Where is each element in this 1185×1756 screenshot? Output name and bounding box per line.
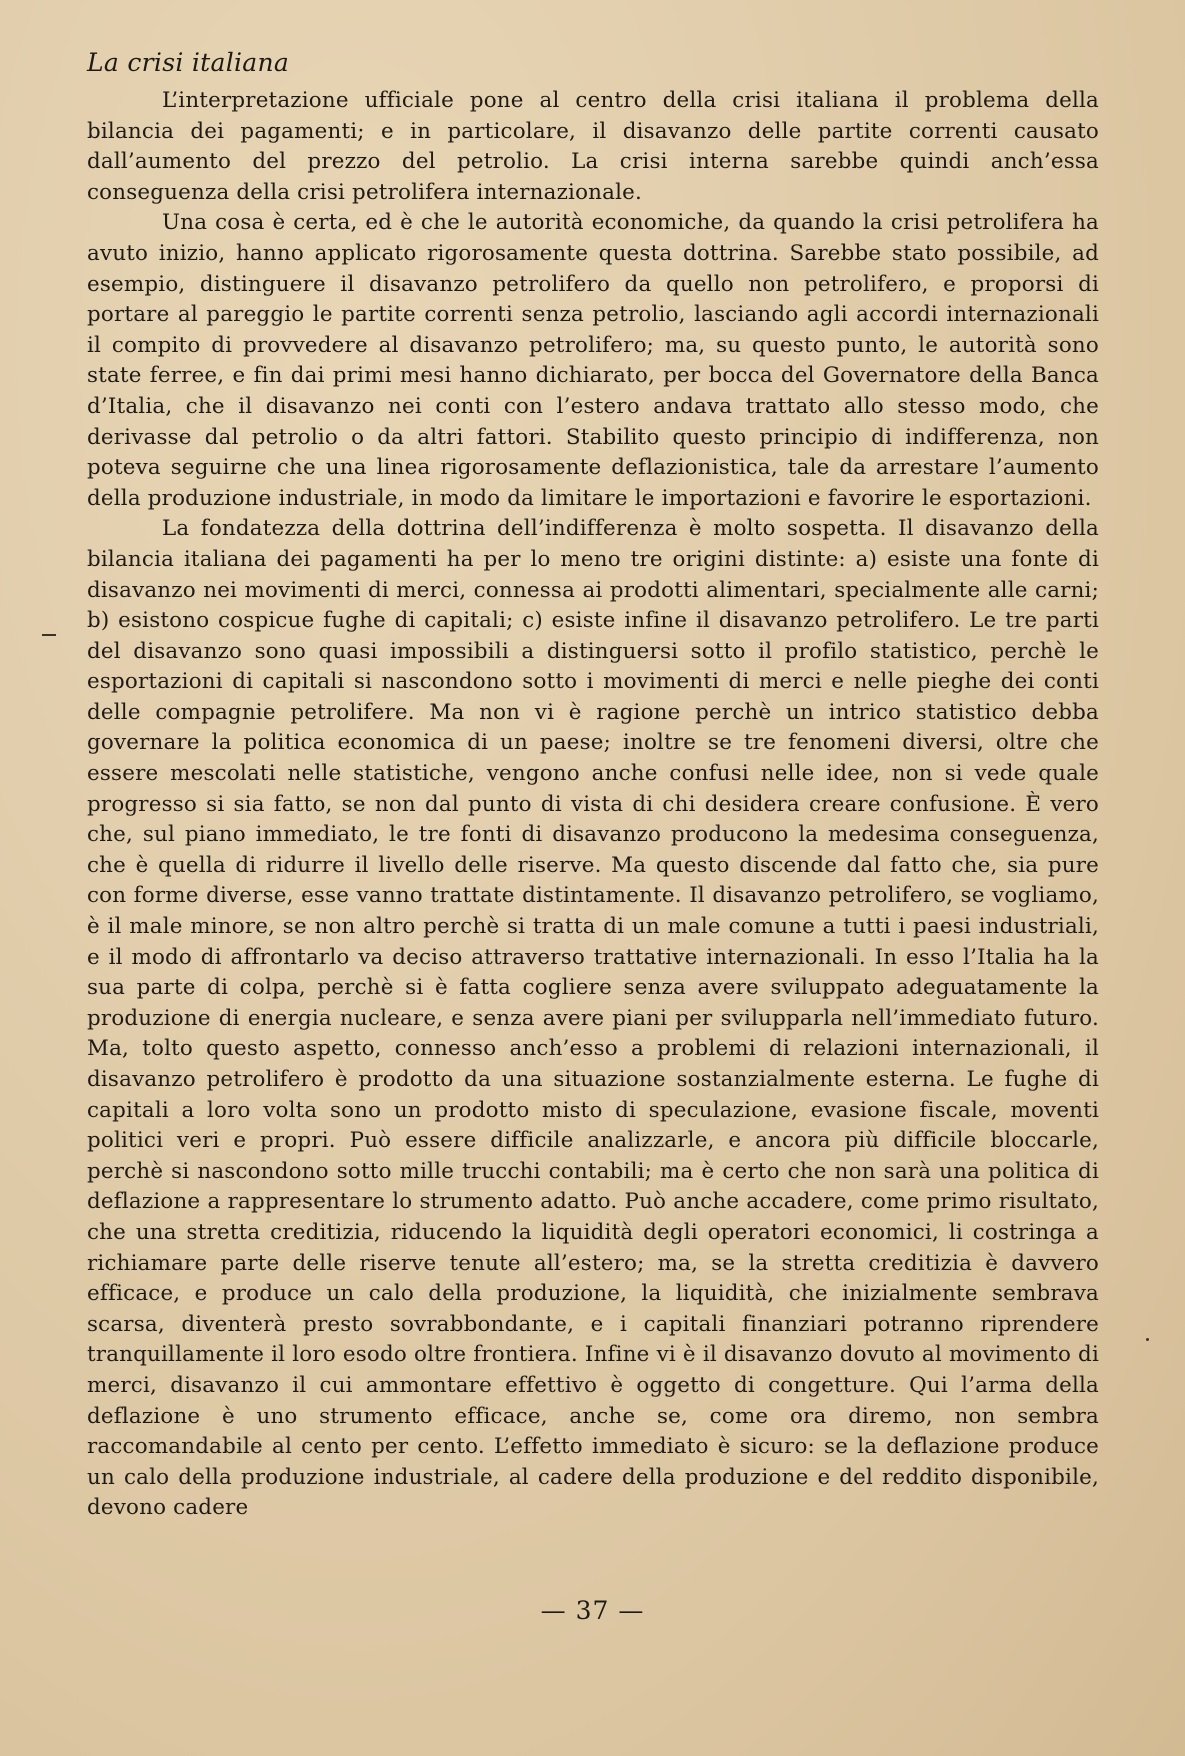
margin-dot (1146, 1338, 1149, 1341)
body-text (87, 86, 1099, 1524)
paragraph: La fondatezza della dottrina dell’indifferenza è molto sospetta. Il disavanzo della bilancia italiana dei pagamenti ha per lo meno tre origini distinte: a) esiste una fonte di disavanzo nei movimenti di merci, connessa ai prodotti alimentari, specialmente alle carni; b) esistono cospicue fughe di capitali; c) esiste infine il disavanzo petrolifero. Le tre parti del disavanzo sono quasi impossibili a distinguersi sotto il profilo statistico, perchè le esportazioni di capitali si nascondono sotto i movimenti di merci e nelle pieghe dei conti delle compagnie petrolifere. Ma non vi è ragione perchè un intrico statistico debba governare la politica economica di un paese; inoltre se tre fenomeni diversi, oltre che essere mescolati nelle statistiche, vengono anche confusi nelle idee, non si vede quale progresso si sia fatto, se non dal punto di vista di chi desidera creare confusione. È vero che, sul piano immediato, le tre fonti di disavanzo producono la medesima conseguenza, che è quella di ridurre il livello delle riserve. Ma questo discende dal fatto che, sia pure con forme diverse, esse vanno trattate distintamente. Il disavanzo petrolifero, se vogliamo, è il male minore, se non altro perchè si tratta di un male comune a tutti i paesi industriali, e il modo di affrontarlo va deciso attraverso trattative internazionali. In esso l’Italia ha la sua parte di colpa, perchè si è fatta cogliere senza avere sviluppato adeguatamente la produzione di energia nucleare, e senza avere piani per svilupparla nell’immediato futuro. Ma, tolto questo aspetto, connesso anch’esso a problemi di relazioni internazionali, il disavanzo petrolifero è prodotto da una situazione sostanzialmente esterna. Le fughe di capitali a loro volta sono un prodotto misto di speculazione, evasione fiscale, moventi politici veri e propri. Può essere difficile analizzarle, e ancora più difficile bloccarle, perchè si nascondono sotto mille trucchi contabili; ma è certo che non sarà una politica di deflazione a rappresentare lo strumento adatto. Può anche accadere, come primo risultato, che una stretta creditizia, riducendo la liquidità degli operatori economici, li costringa a richiamare parte delle riserve tenute all’estero; ma, se la stretta creditizia è davvero efficace, e produce un calo della produzione, la liquidità, che inizialmente sembrava scarsa, diventerà presto sovrabbondante, e i capitali finanziari potranno riprendere tranquillamente il loro esodo oltre frontiera. Infine vi è il disavanzo dovuto al movimento di merci, disavanzo il cui ammontare effettivo è oggetto di congetture. Qui l’arma della deflazione è uno strumento efficace, anche se, come ora diremo, non sembra raccomandabile al cento per cento. L’effetto immediato è sicuro: se la deflazione produce un calo della produzione industriale, al cadere della produzione e del reddito disponibile, devono cadere (87, 516, 1099, 1521)
paragraph: Una cosa è certa, ed è che le autorità economiche, da quando la crisi petrolifera ha avuto inizio, hanno applicato rigorosamente questa dottrina. Sarebbe stato possibile, ad esempio, distinguere il disavanzo petrolifero da quello non petrolifero, e proporsi di portare al pareggio le partite correnti senza petrolio, lasciando agli accordi internazionali il compito di provvedere al disavanzo petrolifero; ma, su questo punto, le autorità sono state ferree, e fin dai primi mesi hanno dichiarato, per bocca del Governatore della Banca d’Italia, che il disavanzo nei conti con l’estero andava trattato allo stesso modo, che derivasse dal petrolio o da altri fattori. Stabilito questo principio di indifferenza, non poteva seguirne che una linea rigorosamente deflazionistica, tale da arrestare l’aumento della produzione industriale, in modo da limitare le importazioni e favorire le esportazioni. (87, 210, 1099, 511)
running-title: La crisi italiana (87, 48, 290, 77)
paragraph: L’interpretazione ufficiale pone al centro della crisi italiana il problema della bilancia dei pagamenti; e in particolare, il disavanzo delle partite correnti causato dall’aumento del prezzo del petrolio. La crisi interna sarebbe quindi anch’essa conseguenza della crisi petrolifera internazionale. (87, 88, 1099, 205)
page-number: — 37 — (540, 1596, 645, 1625)
margin-mark (42, 634, 56, 636)
